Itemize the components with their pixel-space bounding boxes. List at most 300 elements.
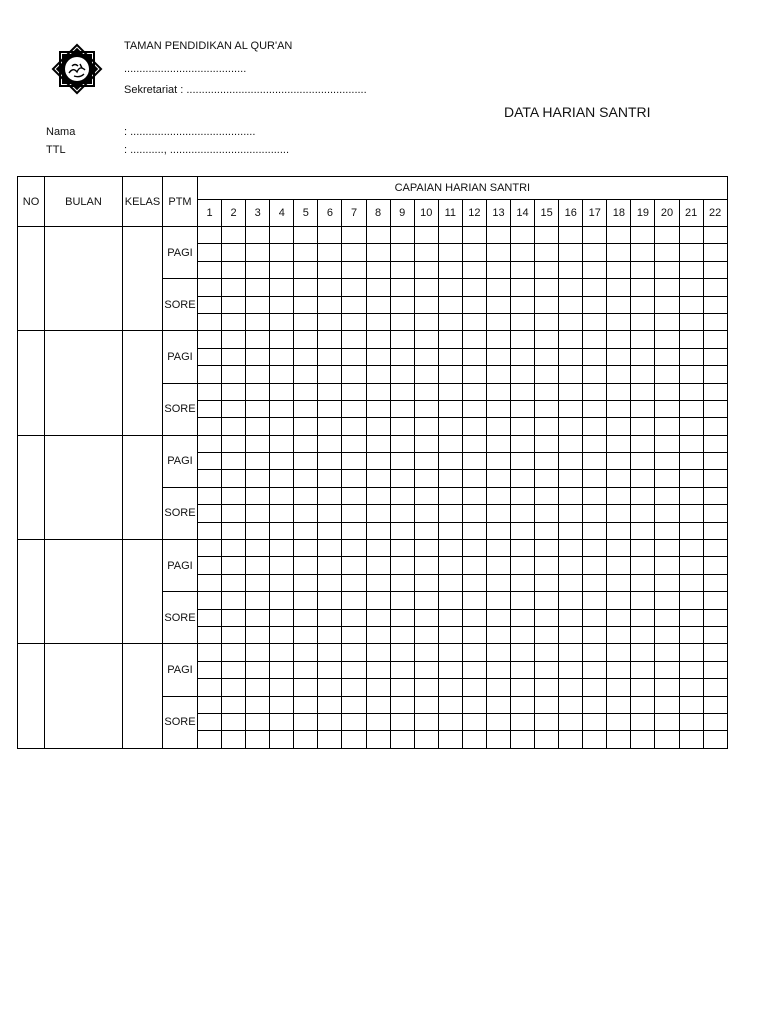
daily-entry-cell[interactable]	[511, 661, 535, 678]
daily-entry-cell[interactable]	[198, 592, 222, 609]
daily-entry-cell[interactable]	[703, 609, 727, 626]
daily-entry-cell[interactable]	[198, 383, 222, 400]
daily-entry-cell[interactable]	[438, 731, 462, 748]
daily-entry-cell[interactable]	[390, 400, 414, 417]
daily-entry-cell[interactable]	[198, 400, 222, 417]
daily-entry-cell[interactable]	[462, 679, 486, 696]
daily-entry-cell[interactable]	[607, 696, 631, 713]
daily-entry-cell[interactable]	[342, 244, 366, 261]
daily-entry-cell[interactable]	[342, 696, 366, 713]
daily-entry-cell[interactable]	[462, 296, 486, 313]
daily-entry-cell[interactable]	[583, 540, 607, 557]
daily-entry-cell[interactable]	[631, 296, 655, 313]
daily-entry-cell[interactable]	[703, 505, 727, 522]
daily-entry-cell[interactable]	[246, 296, 270, 313]
daily-entry-cell[interactable]	[366, 261, 390, 278]
daily-entry-cell[interactable]	[222, 313, 246, 330]
daily-entry-cell[interactable]	[511, 296, 535, 313]
daily-entry-cell[interactable]	[703, 227, 727, 244]
daily-entry-cell[interactable]	[583, 313, 607, 330]
daily-entry-cell[interactable]	[390, 661, 414, 678]
daily-entry-cell[interactable]	[559, 470, 583, 487]
daily-entry-cell[interactable]	[631, 731, 655, 748]
daily-entry-cell[interactable]	[511, 418, 535, 435]
daily-entry-cell[interactable]	[366, 366, 390, 383]
kelas-cell[interactable]	[123, 435, 163, 539]
daily-entry-cell[interactable]	[390, 279, 414, 296]
daily-entry-cell[interactable]	[294, 522, 318, 539]
daily-entry-cell[interactable]	[366, 713, 390, 730]
daily-entry-cell[interactable]	[655, 383, 679, 400]
daily-entry-cell[interactable]	[511, 331, 535, 348]
daily-entry-cell[interactable]	[631, 400, 655, 417]
daily-entry-cell[interactable]	[222, 679, 246, 696]
daily-entry-cell[interactable]	[270, 453, 294, 470]
daily-entry-cell[interactable]	[198, 453, 222, 470]
daily-entry-cell[interactable]	[414, 453, 438, 470]
daily-entry-cell[interactable]	[294, 609, 318, 626]
daily-entry-cell[interactable]	[583, 435, 607, 452]
daily-entry-cell[interactable]	[390, 435, 414, 452]
daily-entry-cell[interactable]	[462, 366, 486, 383]
daily-entry-cell[interactable]	[342, 261, 366, 278]
daily-entry-cell[interactable]	[414, 261, 438, 278]
daily-entry-cell[interactable]	[294, 453, 318, 470]
daily-entry-cell[interactable]	[462, 609, 486, 626]
daily-entry-cell[interactable]	[318, 279, 342, 296]
daily-entry-cell[interactable]	[607, 609, 631, 626]
daily-entry-cell[interactable]	[198, 313, 222, 330]
daily-entry-cell[interactable]	[631, 644, 655, 661]
daily-entry-cell[interactable]	[390, 313, 414, 330]
daily-entry-cell[interactable]	[462, 487, 486, 504]
daily-entry-cell[interactable]	[294, 540, 318, 557]
daily-entry-cell[interactable]	[318, 713, 342, 730]
daily-entry-cell[interactable]	[198, 435, 222, 452]
daily-entry-cell[interactable]	[222, 731, 246, 748]
daily-entry-cell[interactable]	[270, 296, 294, 313]
daily-entry-cell[interactable]	[438, 296, 462, 313]
daily-entry-cell[interactable]	[655, 713, 679, 730]
daily-entry-cell[interactable]	[318, 644, 342, 661]
daily-entry-cell[interactable]	[414, 279, 438, 296]
daily-entry-cell[interactable]	[631, 609, 655, 626]
daily-entry-cell[interactable]	[486, 644, 510, 661]
daily-entry-cell[interactable]	[679, 592, 703, 609]
daily-entry-cell[interactable]	[270, 383, 294, 400]
daily-entry-cell[interactable]	[438, 435, 462, 452]
daily-entry-cell[interactable]	[390, 227, 414, 244]
daily-entry-cell[interactable]	[414, 470, 438, 487]
daily-entry-cell[interactable]	[607, 731, 631, 748]
daily-entry-cell[interactable]	[607, 522, 631, 539]
daily-entry-cell[interactable]	[390, 609, 414, 626]
daily-entry-cell[interactable]	[270, 713, 294, 730]
daily-entry-cell[interactable]	[486, 661, 510, 678]
daily-entry-cell[interactable]	[342, 435, 366, 452]
daily-entry-cell[interactable]	[366, 679, 390, 696]
daily-entry-cell[interactable]	[462, 227, 486, 244]
daily-entry-cell[interactable]	[535, 279, 559, 296]
daily-entry-cell[interactable]	[198, 227, 222, 244]
daily-entry-cell[interactable]	[583, 331, 607, 348]
daily-entry-cell[interactable]	[246, 696, 270, 713]
daily-entry-cell[interactable]	[583, 505, 607, 522]
daily-entry-cell[interactable]	[486, 505, 510, 522]
daily-entry-cell[interactable]	[535, 644, 559, 661]
daily-entry-cell[interactable]	[414, 296, 438, 313]
daily-entry-cell[interactable]	[559, 713, 583, 730]
daily-entry-cell[interactable]	[583, 609, 607, 626]
daily-entry-cell[interactable]	[631, 540, 655, 557]
daily-entry-cell[interactable]	[342, 522, 366, 539]
daily-entry-cell[interactable]	[583, 592, 607, 609]
daily-entry-cell[interactable]	[535, 713, 559, 730]
daily-entry-cell[interactable]	[511, 453, 535, 470]
daily-entry-cell[interactable]	[318, 418, 342, 435]
daily-entry-cell[interactable]	[270, 331, 294, 348]
daily-entry-cell[interactable]	[607, 626, 631, 643]
daily-entry-cell[interactable]	[246, 592, 270, 609]
daily-entry-cell[interactable]	[511, 574, 535, 591]
daily-entry-cell[interactable]	[270, 487, 294, 504]
daily-entry-cell[interactable]	[631, 313, 655, 330]
daily-entry-cell[interactable]	[318, 557, 342, 574]
daily-entry-cell[interactable]	[511, 731, 535, 748]
daily-entry-cell[interactable]	[607, 400, 631, 417]
daily-entry-cell[interactable]	[462, 313, 486, 330]
daily-entry-cell[interactable]	[703, 644, 727, 661]
daily-entry-cell[interactable]	[486, 696, 510, 713]
daily-entry-cell[interactable]	[198, 296, 222, 313]
bulan-cell[interactable]	[45, 435, 123, 539]
daily-entry-cell[interactable]	[607, 679, 631, 696]
daily-entry-cell[interactable]	[438, 644, 462, 661]
daily-entry-cell[interactable]	[438, 331, 462, 348]
daily-entry-cell[interactable]	[414, 644, 438, 661]
daily-entry-cell[interactable]	[342, 679, 366, 696]
daily-entry-cell[interactable]	[318, 609, 342, 626]
daily-entry-cell[interactable]	[318, 313, 342, 330]
daily-entry-cell[interactable]	[679, 383, 703, 400]
daily-entry-cell[interactable]	[462, 435, 486, 452]
daily-entry-cell[interactable]	[366, 626, 390, 643]
daily-entry-cell[interactable]	[246, 453, 270, 470]
daily-entry-cell[interactable]	[511, 557, 535, 574]
daily-entry-cell[interactable]	[414, 679, 438, 696]
daily-entry-cell[interactable]	[414, 366, 438, 383]
kelas-cell[interactable]	[123, 644, 163, 748]
daily-entry-cell[interactable]	[198, 487, 222, 504]
daily-entry-cell[interactable]	[462, 557, 486, 574]
daily-entry-cell[interactable]	[270, 348, 294, 365]
daily-entry-cell[interactable]	[390, 540, 414, 557]
daily-entry-cell[interactable]	[535, 348, 559, 365]
daily-entry-cell[interactable]	[486, 261, 510, 278]
daily-entry-cell[interactable]	[607, 540, 631, 557]
daily-entry-cell[interactable]	[414, 731, 438, 748]
daily-entry-cell[interactable]	[607, 227, 631, 244]
daily-entry-cell[interactable]	[438, 453, 462, 470]
daily-entry-cell[interactable]	[366, 592, 390, 609]
daily-entry-cell[interactable]	[535, 574, 559, 591]
daily-entry-cell[interactable]	[246, 313, 270, 330]
daily-entry-cell[interactable]	[246, 661, 270, 678]
daily-entry-cell[interactable]	[414, 574, 438, 591]
daily-entry-cell[interactable]	[535, 696, 559, 713]
daily-entry-cell[interactable]	[246, 679, 270, 696]
daily-entry-cell[interactable]	[535, 540, 559, 557]
daily-entry-cell[interactable]	[222, 470, 246, 487]
daily-entry-cell[interactable]	[535, 731, 559, 748]
daily-entry-cell[interactable]	[655, 505, 679, 522]
daily-entry-cell[interactable]	[679, 470, 703, 487]
daily-entry-cell[interactable]	[318, 540, 342, 557]
daily-entry-cell[interactable]	[294, 679, 318, 696]
daily-entry-cell[interactable]	[486, 279, 510, 296]
daily-entry-cell[interactable]	[655, 540, 679, 557]
daily-entry-cell[interactable]	[414, 505, 438, 522]
daily-entry-cell[interactable]	[607, 383, 631, 400]
daily-entry-cell[interactable]	[486, 366, 510, 383]
daily-entry-cell[interactable]	[198, 574, 222, 591]
daily-entry-cell[interactable]	[414, 348, 438, 365]
daily-entry-cell[interactable]	[342, 626, 366, 643]
daily-entry-cell[interactable]	[631, 626, 655, 643]
daily-entry-cell[interactable]	[462, 418, 486, 435]
daily-entry-cell[interactable]	[462, 400, 486, 417]
daily-entry-cell[interactable]	[390, 296, 414, 313]
daily-entry-cell[interactable]	[559, 505, 583, 522]
daily-entry-cell[interactable]	[631, 418, 655, 435]
daily-entry-cell[interactable]	[631, 470, 655, 487]
daily-entry-cell[interactable]	[270, 244, 294, 261]
daily-entry-cell[interactable]	[270, 522, 294, 539]
no-cell[interactable]	[18, 435, 45, 539]
daily-entry-cell[interactable]	[342, 383, 366, 400]
daily-entry-cell[interactable]	[198, 505, 222, 522]
daily-entry-cell[interactable]	[318, 505, 342, 522]
daily-entry-cell[interactable]	[511, 592, 535, 609]
daily-entry-cell[interactable]	[655, 487, 679, 504]
daily-entry-cell[interactable]	[462, 661, 486, 678]
daily-entry-cell[interactable]	[198, 679, 222, 696]
daily-entry-cell[interactable]	[486, 574, 510, 591]
daily-entry-cell[interactable]	[535, 487, 559, 504]
daily-entry-cell[interactable]	[559, 661, 583, 678]
daily-entry-cell[interactable]	[318, 331, 342, 348]
daily-entry-cell[interactable]	[294, 574, 318, 591]
daily-entry-cell[interactable]	[270, 574, 294, 591]
daily-entry-cell[interactable]	[679, 487, 703, 504]
daily-entry-cell[interactable]	[462, 279, 486, 296]
daily-entry-cell[interactable]	[246, 557, 270, 574]
daily-entry-cell[interactable]	[679, 279, 703, 296]
daily-entry-cell[interactable]	[703, 679, 727, 696]
daily-entry-cell[interactable]	[559, 348, 583, 365]
daily-entry-cell[interactable]	[342, 418, 366, 435]
daily-entry-cell[interactable]	[486, 244, 510, 261]
daily-entry-cell[interactable]	[703, 279, 727, 296]
daily-entry-cell[interactable]	[366, 348, 390, 365]
daily-entry-cell[interactable]	[583, 679, 607, 696]
daily-entry-cell[interactable]	[679, 348, 703, 365]
daily-entry-cell[interactable]	[462, 453, 486, 470]
daily-entry-cell[interactable]	[511, 522, 535, 539]
daily-entry-cell[interactable]	[607, 713, 631, 730]
daily-entry-cell[interactable]	[318, 453, 342, 470]
daily-entry-cell[interactable]	[703, 470, 727, 487]
daily-entry-cell[interactable]	[222, 296, 246, 313]
daily-entry-cell[interactable]	[559, 696, 583, 713]
daily-entry-cell[interactable]	[655, 435, 679, 452]
daily-entry-cell[interactable]	[342, 505, 366, 522]
daily-entry-cell[interactable]	[294, 435, 318, 452]
daily-entry-cell[interactable]	[198, 609, 222, 626]
daily-entry-cell[interactable]	[294, 244, 318, 261]
daily-entry-cell[interactable]	[198, 540, 222, 557]
daily-entry-cell[interactable]	[511, 383, 535, 400]
daily-entry-cell[interactable]	[559, 540, 583, 557]
daily-entry-cell[interactable]	[631, 592, 655, 609]
daily-entry-cell[interactable]	[342, 470, 366, 487]
daily-entry-cell[interactable]	[318, 574, 342, 591]
daily-entry-cell[interactable]	[222, 661, 246, 678]
daily-entry-cell[interactable]	[486, 400, 510, 417]
daily-entry-cell[interactable]	[703, 435, 727, 452]
bulan-cell[interactable]	[45, 540, 123, 644]
daily-entry-cell[interactable]	[270, 626, 294, 643]
daily-entry-cell[interactable]	[703, 731, 727, 748]
daily-entry-cell[interactable]	[559, 453, 583, 470]
daily-entry-cell[interactable]	[222, 418, 246, 435]
daily-entry-cell[interactable]	[294, 626, 318, 643]
daily-entry-cell[interactable]	[390, 522, 414, 539]
daily-entry-cell[interactable]	[366, 522, 390, 539]
daily-entry-cell[interactable]	[270, 470, 294, 487]
daily-entry-cell[interactable]	[390, 470, 414, 487]
daily-entry-cell[interactable]	[438, 470, 462, 487]
daily-entry-cell[interactable]	[222, 609, 246, 626]
daily-entry-cell[interactable]	[486, 522, 510, 539]
daily-entry-cell[interactable]	[438, 261, 462, 278]
daily-entry-cell[interactable]	[366, 505, 390, 522]
daily-entry-cell[interactable]	[559, 574, 583, 591]
daily-entry-cell[interactable]	[294, 731, 318, 748]
daily-entry-cell[interactable]	[198, 696, 222, 713]
daily-entry-cell[interactable]	[198, 331, 222, 348]
daily-entry-cell[interactable]	[583, 279, 607, 296]
daily-entry-cell[interactable]	[511, 696, 535, 713]
daily-entry-cell[interactable]	[462, 644, 486, 661]
daily-entry-cell[interactable]	[294, 644, 318, 661]
daily-entry-cell[interactable]	[294, 348, 318, 365]
daily-entry-cell[interactable]	[270, 592, 294, 609]
daily-entry-cell[interactable]	[198, 557, 222, 574]
daily-entry-cell[interactable]	[703, 400, 727, 417]
daily-entry-cell[interactable]	[198, 661, 222, 678]
daily-entry-cell[interactable]	[438, 400, 462, 417]
daily-entry-cell[interactable]	[414, 557, 438, 574]
daily-entry-cell[interactable]	[222, 713, 246, 730]
daily-entry-cell[interactable]	[655, 679, 679, 696]
daily-entry-cell[interactable]	[679, 261, 703, 278]
daily-entry-cell[interactable]	[222, 644, 246, 661]
daily-entry-cell[interactable]	[414, 313, 438, 330]
daily-entry-cell[interactable]	[607, 644, 631, 661]
daily-entry-cell[interactable]	[294, 279, 318, 296]
daily-entry-cell[interactable]	[559, 313, 583, 330]
daily-entry-cell[interactable]	[631, 261, 655, 278]
daily-entry-cell[interactable]	[342, 713, 366, 730]
daily-entry-cell[interactable]	[486, 227, 510, 244]
daily-entry-cell[interactable]	[583, 557, 607, 574]
daily-entry-cell[interactable]	[655, 261, 679, 278]
daily-entry-cell[interactable]	[655, 227, 679, 244]
daily-entry-cell[interactable]	[631, 383, 655, 400]
daily-entry-cell[interactable]	[222, 487, 246, 504]
daily-entry-cell[interactable]	[414, 592, 438, 609]
daily-entry-cell[interactable]	[703, 296, 727, 313]
daily-entry-cell[interactable]	[342, 540, 366, 557]
daily-entry-cell[interactable]	[486, 313, 510, 330]
daily-entry-cell[interactable]	[414, 244, 438, 261]
daily-entry-cell[interactable]	[246, 470, 270, 487]
daily-entry-cell[interactable]	[703, 661, 727, 678]
daily-entry-cell[interactable]	[390, 261, 414, 278]
daily-entry-cell[interactable]	[703, 453, 727, 470]
daily-entry-cell[interactable]	[198, 279, 222, 296]
daily-entry-cell[interactable]	[559, 522, 583, 539]
daily-entry-cell[interactable]	[390, 331, 414, 348]
daily-entry-cell[interactable]	[655, 696, 679, 713]
daily-entry-cell[interactable]	[222, 557, 246, 574]
daily-entry-cell[interactable]	[535, 244, 559, 261]
daily-entry-cell[interactable]	[679, 366, 703, 383]
daily-entry-cell[interactable]	[342, 453, 366, 470]
daily-entry-cell[interactable]	[294, 331, 318, 348]
daily-entry-cell[interactable]	[583, 713, 607, 730]
daily-entry-cell[interactable]	[198, 366, 222, 383]
daily-entry-cell[interactable]	[438, 609, 462, 626]
daily-entry-cell[interactable]	[366, 435, 390, 452]
daily-entry-cell[interactable]	[198, 626, 222, 643]
daily-entry-cell[interactable]	[486, 296, 510, 313]
daily-entry-cell[interactable]	[246, 713, 270, 730]
daily-entry-cell[interactable]	[342, 661, 366, 678]
daily-entry-cell[interactable]	[414, 331, 438, 348]
daily-entry-cell[interactable]	[679, 609, 703, 626]
daily-entry-cell[interactable]	[655, 574, 679, 591]
daily-entry-cell[interactable]	[631, 661, 655, 678]
daily-entry-cell[interactable]	[511, 435, 535, 452]
daily-entry-cell[interactable]	[486, 679, 510, 696]
daily-entry-cell[interactable]	[246, 244, 270, 261]
daily-entry-cell[interactable]	[511, 679, 535, 696]
daily-entry-cell[interactable]	[390, 696, 414, 713]
daily-entry-cell[interactable]	[318, 244, 342, 261]
daily-entry-cell[interactable]	[559, 679, 583, 696]
daily-entry-cell[interactable]	[246, 731, 270, 748]
daily-entry-cell[interactable]	[486, 609, 510, 626]
daily-entry-cell[interactable]	[511, 366, 535, 383]
daily-entry-cell[interactable]	[559, 626, 583, 643]
daily-entry-cell[interactable]	[679, 540, 703, 557]
daily-entry-cell[interactable]	[679, 296, 703, 313]
daily-entry-cell[interactable]	[414, 609, 438, 626]
daily-entry-cell[interactable]	[246, 644, 270, 661]
daily-entry-cell[interactable]	[535, 453, 559, 470]
